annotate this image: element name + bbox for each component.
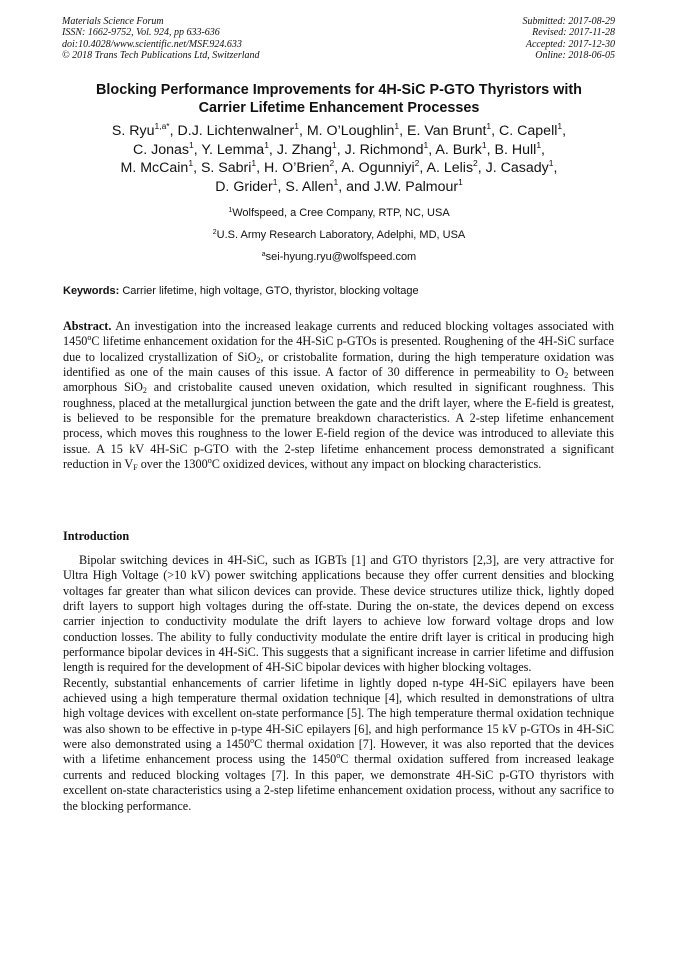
author-affiliation-mark: 1,a* [154,121,170,131]
section-heading-introduction: Introduction [63,529,130,543]
author-separator: , [477,160,486,176]
abstract [63,319,614,472]
author-name: M. McCain [120,160,189,176]
author-separator: , [553,160,558,176]
author-line-1 [30,122,648,141]
paragraph-text: Recently, substantial enhancements of carrier lifetime in lightly doped n-type 4H-SiC epilayers have been achieved using a high temperature thermal oxidation technique [4], which resulted in demonstrations of ultra high voltage devices with excellent on-state performance [5]. The high temperature thermal oxidation technique was also shown to be effective in p-type 4H-SiC epilayers [6], and high performance 15 kV p-GTOs in 4H-SiC were also demonstrated using a 1450 [63,675,614,752]
doi-line: doi:10.4028/www.scientific.net/MSF.924.633 [62,38,242,50]
author-affiliation-mark: 1 [294,121,299,131]
affiliation-mark: 1 [228,207,233,214]
revised-date: Revised: 2017-11-28 [532,27,615,39]
author-separator: , [193,160,201,176]
subscript: 2 [256,355,261,365]
author-separator: , [399,123,408,139]
author-affiliation-mark: 1 [481,139,487,150]
affiliation-text: U.S. Army Research Laboratory, Adelphi, MD, USA [216,229,466,241]
degree-mark: o [336,751,341,761]
author-name: C. Jonas [132,141,189,158]
author-separator: , [336,141,345,158]
author-affiliation-mark: 1 [264,139,269,150]
author-affiliation-mark: 1 [458,176,463,187]
author-name: H. O’Brien [264,160,330,176]
author-separator: , [428,141,436,158]
subscript: F [133,463,138,473]
author-separator: , [268,141,277,158]
abstract-text: , or cristobalite formation, during the high temperature oxidation was identified as one of the main causes of this issue. A factor of 30 difference in permeability to O [63,349,614,380]
abstract-label: Abstract. [63,319,112,333]
author-separator: , and [338,178,374,195]
affiliation-text: Wolfspeed, a Cree Company, RTP, NC, USA [232,207,450,219]
author-affiliation-mark: 2 [473,158,478,168]
paper-title [40,81,638,118]
online-date: Online: 2018-06-05 [535,50,615,62]
author-affiliation-mark: 2 [329,158,335,168]
keywords [63,284,638,298]
author-separator: , [256,160,265,176]
author-separator: , [169,123,178,139]
author-name: J. Casady [485,160,549,176]
author-name: D.J. Lichtenwalner [177,123,295,139]
author-list [30,122,648,196]
degree-mark: o [87,333,92,343]
author-name: S. Ryu [111,123,155,139]
author-name: B. Hull [494,141,537,158]
author-name: J.W. Palmour [373,178,459,195]
author-name: J. Richmond [344,141,424,158]
author-affiliation-mark: 1 [536,139,542,150]
issn-line: ISSN: 1662-9752, Vol. 924, pp 633-636 [62,27,220,39]
author-name: Y. Lemma [201,141,265,158]
author-separator: , [491,123,500,139]
submitted-date: Submitted: 2017-08-29 [522,16,615,27]
paragraph-text: C thermal oxidation suffered from increased leakage currents and reduced blocking voltages [7]. In this paper, we demonstrate 4H-SiC p-GTO thyristors with excellent on-state characteristics using a 2-step lifetime enhancement oxidation process, without any sacrifice to the blocking performance. [63,752,614,813]
affiliation-mark: 2 [212,229,217,236]
abstract-text: C oxidized devices, without any impact on blocking characteristics. [211,457,542,472]
author-affiliation-mark: 1 [188,158,194,168]
subscript: 2 [142,386,147,396]
degree-mark: o [207,456,212,466]
author-affiliation-mark: 1 [333,176,339,187]
author-separator: , [562,123,567,139]
affiliation-email [0,250,678,264]
author-name: M. O’Loughlin [306,123,395,139]
affiliation-2 [0,228,678,242]
abstract-text: between amorphous SiO [63,365,614,395]
keywords-text: Carrier lifetime, high voltage, GTO, thyristor, blocking voltage [122,285,419,297]
author-line-2 [30,141,648,160]
author-separator: , [541,141,545,158]
author-affiliation-mark: 1 [548,158,554,168]
degree-mark: o [250,736,255,746]
introduction-body [63,553,614,814]
title-line-1: Blocking Performance Improvements for 4H-SiC P-GTO Thyristors with [96,82,582,98]
author-name: A. Ogunniyi [341,160,415,176]
affiliation-1 [0,206,678,220]
paragraph [63,676,614,814]
paragraph-text: C thermal oxidation [7]. However, it was also reported that the devices with a lifetime enhancement process using the 1450 [63,737,614,767]
author-separator: , [334,160,342,176]
author-separator: , [298,123,307,139]
author-affiliation-mark: 1 [332,139,337,150]
author-separator: , [486,141,495,158]
author-separator: , [277,178,286,195]
author-affiliation-mark: 1 [272,176,278,187]
abstract-text: An investigation into the increased leakage currents and reduced blocking voltages associated with 1450 [63,319,614,349]
author-separator: , [419,160,427,176]
author-affiliation-mark: 1 [394,121,400,131]
journal-info [62,16,260,62]
abstract-text: and cristobalite caused uneven oxidation, which resulted in significant roughness. This roughness, placed at the metallurgical junction between the gate and the drift layer, where the E-field is greatest, is believed to be responsible for the premature breakdown characteristics. A 2-step lifetime enhancement process, which moves this roughness to the lower E-field region of the device was introduced to alleviate this issue. A 15 kV 4H-SiC p-GTO with the 2-step lifetime enhancement process demonstrated a significant reduction in V [63,380,615,472]
author-affiliation-mark: 1 [486,121,492,131]
author-separator: , [193,141,202,158]
paragraph: Bipolar switching devices in 4H-SiC, such as IGBTs [1] and GTO thyristors [2,3], are very attractive for Ultra High Voltage (>10 kV) power switching applications because they offer current densities and blocking voltages far greater than what silicon devices can provide. These device structures utilize thick, lightly doped drift layers to support high voltages during the off-state. During the on-state, the devices depend on excess carrier injection to conductivity modulate the drift layers to achieve low forward voltage drops and low conduction losses. The ability to fully conductivity modulate the entire drift layer is critical in producing high performance bipolar devices in 4H-SiC. This suggests that a significant increase in carrier lifetime and diffusion length is required for the development of 4H-SiC bipolar devices with higher blocking voltages. [63,553,614,675]
journal-name: Materials Science Forum [62,16,164,27]
affiliation-mark: a [261,251,266,258]
author-name: A. Lelis [426,160,474,176]
author-name: A. Burk [435,141,482,158]
author-line-3 [30,159,648,178]
author-name: S. Sabri [200,160,252,176]
submission-dates [523,16,616,62]
abstract-text: over the 1300 [137,457,208,472]
author-name: J. Zhang [276,141,333,158]
author-name: D. Grider [215,178,273,195]
abstract-text: C lifetime enhancement oxidation for the 4H-SiC p-GTOs is presented. Roughening of the 4H-SiC surface due to localized crystallization of SiO [63,334,614,364]
author-affiliation-mark: 1 [188,139,194,150]
author-affiliation-mark: 1 [251,158,257,168]
author-affiliation-mark: 1 [557,121,563,131]
title-line-2: Carrier Lifetime Enhancement Processes [198,100,480,117]
keywords-label: Keywords: [63,285,120,297]
copyright-line: © 2018 Trans Tech Publications Ltd, Switzerland [62,50,260,62]
accepted-date: Accepted: 2017-12-30 [525,38,615,50]
author-name: C. Capell [499,123,558,139]
author-name: S. Allen [285,178,334,195]
author-affiliation-mark: 2 [414,158,420,168]
author-line-4 [30,178,648,197]
subscript: 2 [564,371,569,381]
email-link[interactable]: sei-hyung.ryu@wolfspeed.com [265,251,417,263]
author-affiliation-mark: 1 [423,139,429,150]
author-name: E. Van Brunt [407,123,487,139]
